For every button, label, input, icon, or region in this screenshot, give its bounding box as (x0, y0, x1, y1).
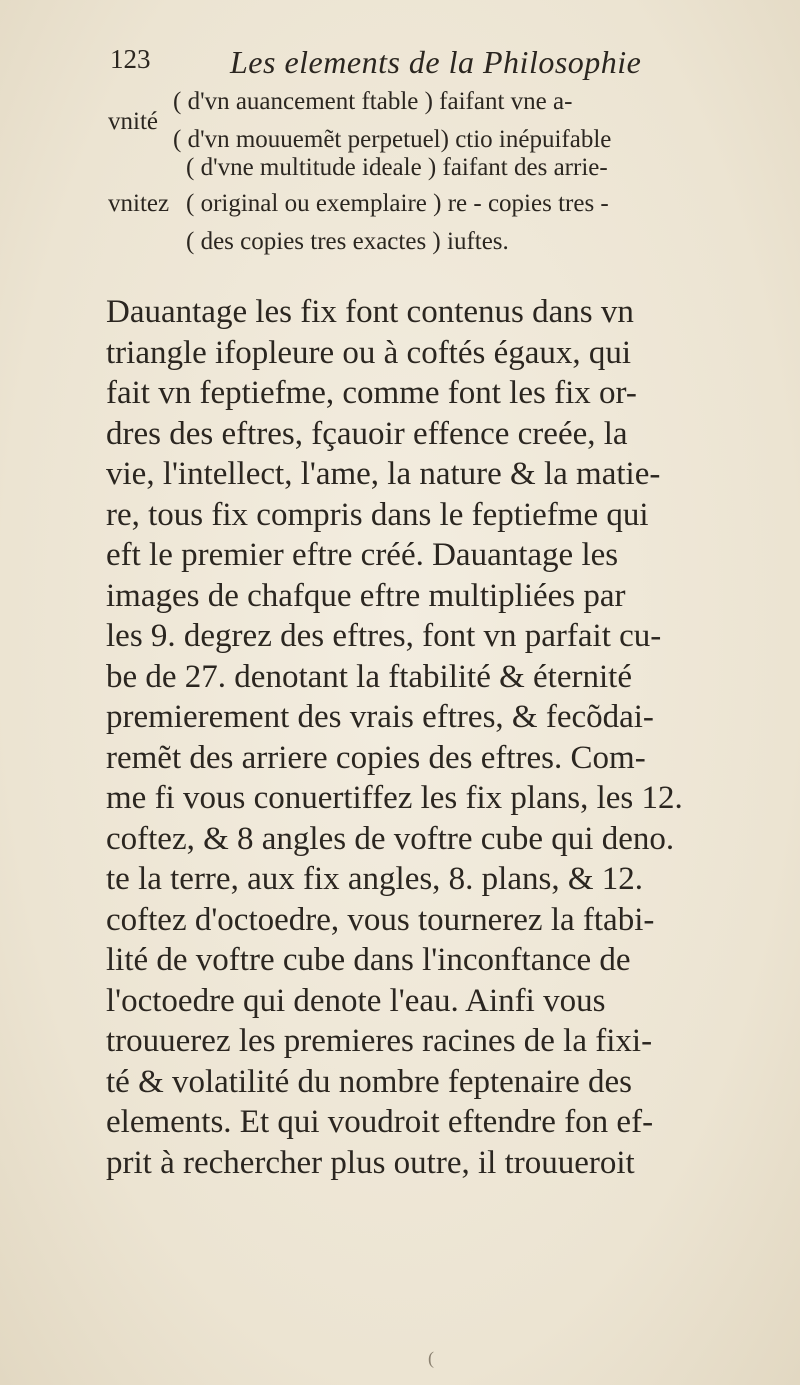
group1-item-2: ( d'vn mouuemẽt perpetuel) ctio inépuifable (173, 126, 612, 153)
running-title: Les elements de la Philosophie (230, 44, 642, 80)
page-number: 123 (110, 44, 151, 74)
footer-mark: ( (428, 1348, 434, 1368)
group2-item-3: ( des copies tres exactes ) iuftes. (186, 228, 509, 255)
text-line: eft le premier eftre créé. Dauantage les (106, 537, 619, 573)
text-line: Dauantage les fix font contenus dans vn (106, 294, 634, 330)
text-line: l'octoedre qui denote l'eau. Ainfi vous (106, 982, 606, 1019)
text-line: té & volatilité du nombre feptenaire des (106, 1063, 632, 1100)
text-line: elements. Et qui voudroit eftendre fon ef- (106, 1104, 654, 1140)
text-line: premierement des vrais eftres, & fecõdai- (106, 699, 654, 735)
text-line: me fi vous conuertiffez les fix plans, les 12. (106, 780, 683, 816)
text-line: coftez d'octoedre, vous tournerez la ftabi- (106, 901, 655, 938)
group1-label: vnité (108, 108, 158, 135)
text-line: remẽt des arriere copies des eftres. Com- (106, 739, 646, 776)
text-line: triangle ifopleure ou à coftés égaux, qui (106, 334, 632, 371)
text-line: coftez, & 8 angles de voftre cube qui deno. (106, 820, 675, 857)
text-line: dres des eftres, fçauoir effence creée, la (106, 415, 628, 452)
page-header (110, 44, 750, 84)
text-line: re, tous fix compris dans le feptiefme qui (106, 496, 649, 533)
text-line: images de chafque eftre multipliées par (106, 577, 626, 614)
text-line: les 9. degrez des eftres, font vn parfait cu- (106, 618, 662, 654)
group1-item-1: ( d'vn auancement ftable ) faifant vne a- (173, 88, 573, 115)
text-line: fait vn feptiefme, comme font les fix or- (106, 375, 637, 411)
text-line: trouuerez les premieres racines de la fixi- (106, 1023, 653, 1059)
text-line: vie, l'intellect, l'ame, la nature & la matie- (106, 456, 661, 492)
text-line: be de 27. denotant la ftabilité & éternité (106, 658, 632, 695)
text-line: prit à rechercher plus outre, il trouueroit (106, 1144, 635, 1181)
bracketed-table (108, 88, 758, 288)
group2-label: vnitez (108, 190, 170, 217)
group2-item-1: ( d'vne multitude ideale ) faifant des arrie- (186, 154, 608, 181)
group2-item-2: ( original ou exemplaire ) re - copies tres - (186, 190, 609, 217)
text-line: lité de voftre cube dans l'inconftance de (106, 942, 631, 978)
text-line: te la terre, aux fix angles, 8. plans, & 12. (106, 861, 644, 897)
body-text (106, 292, 746, 1183)
